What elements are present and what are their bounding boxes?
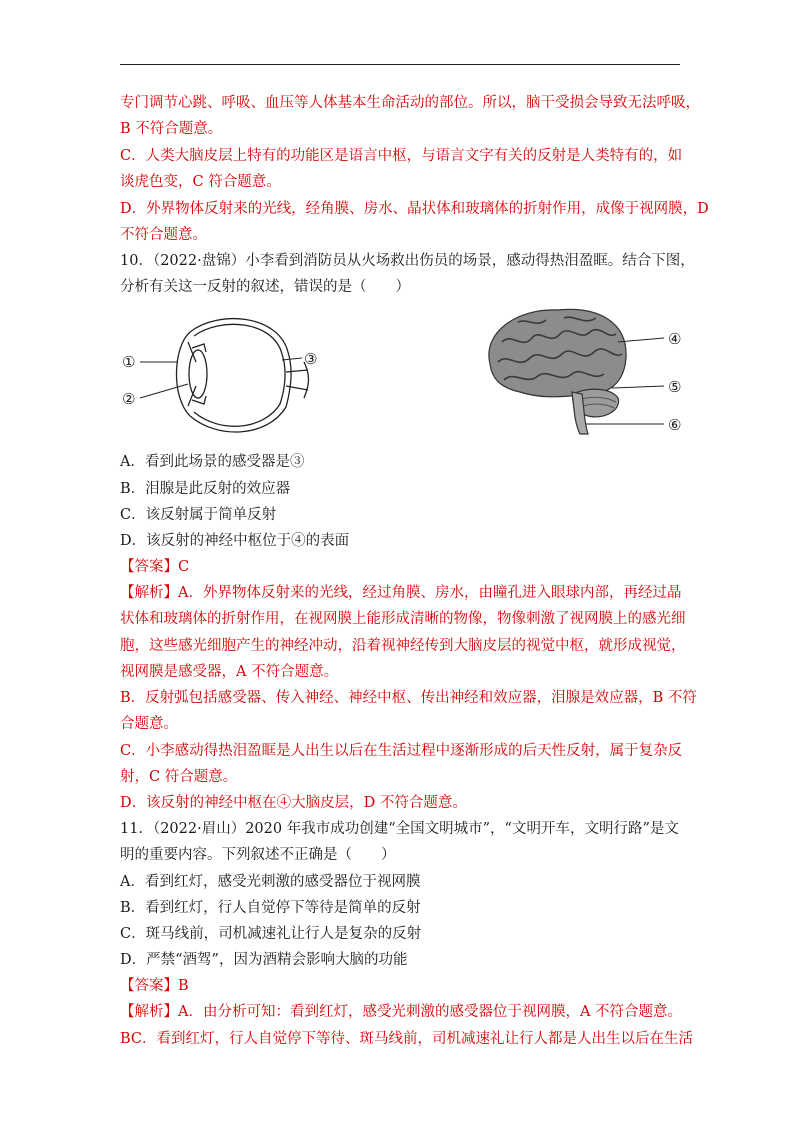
eye-label-2: ② [122,390,136,408]
text-line: 谈虎色变，C 符合题意。 [120,174,281,190]
option-a: A．看到此场景的感受器是③ [120,454,305,470]
option-d: D．该反射的神经中枢位于④的表面 [120,533,350,549]
eye-label-3: ③ [304,350,318,368]
question-10-stem: 10．（2022·盘锦）小李看到消防员从火场救出伤员的场景，感动得热泪盈眶。结合下图， [120,253,695,269]
analysis-line: 状体和玻璃体的折射作用，在视网膜上能形成清晰的物像，物像刺激了视网膜上的感光细 [120,611,686,627]
answer-label: 【答案】C [120,559,190,575]
text-line: D．外界物体反射来的光线，经角膜、房水、晶状体和玻璃体的折射作用，成像于视网膜，D [120,201,709,217]
analysis-line: 【解析】A．由分析可知：看到红灯，感受光刺激的感受器位于视网膜，A 不符合题意。 [120,1004,683,1020]
question-10-stem: 分析有关这一反射的叙述，错误的是（ ） [120,279,410,295]
analysis-line: D．该反射的神经中枢在④大脑皮层，D 不符合题意。 [120,795,467,811]
analysis-line: C．小李感动得热泪盈眶是人出生以后在生活过程中逐渐形成的后天性反射，属于复杂反 [120,743,683,759]
analysis-line: 视网膜是感受器，A 不符合题意。 [120,664,339,680]
option-c: C．斑马线前，司机减速礼让行人是复杂的反射 [120,926,422,942]
option-d: D．严禁“酒驾”，因为酒精会影响大脑的功能 [120,952,408,968]
eye-diagram [118,312,338,437]
option-c: C．该反射属于简单反射 [120,507,277,523]
brain-label-5: ⑤ [668,378,682,396]
analysis-line: 射，C 符合题意。 [120,769,238,785]
text-line: 专门调节心跳、呼吸、血压等人体基本生命活动的部位。所以，脑干受损会导致无法呼吸， [120,95,700,111]
brain-label-6: ⑥ [668,416,682,434]
question-11-stem: 明的重要内容。下列叙述不正确是（ ） [120,847,396,863]
analysis-line: B．反射弧包括感受器、传入神经、神经中枢、传出神经和效应器，泪腺是效应器，B 不符 [120,690,697,706]
option-a: A．看到红灯，感受光刺激的感受器位于视网膜 [120,874,421,890]
text-line: B 不符合题意。 [120,121,223,137]
brain-label-4: ④ [668,330,682,348]
answer-label: 【答案】B [120,978,189,994]
option-b: B．泪腺是此反射的效应器 [120,481,291,497]
brain-diagram [478,302,698,442]
text-line: 不符合题意。 [120,227,207,243]
question-11-stem: 11．（2022·眉山）2020 年我市成功创建“全国文明城市”，“文明开车，文明行路”是文 [120,821,679,837]
analysis-line: 合题意。 [120,716,178,732]
eye-label-1: ① [122,353,136,371]
header-rule [120,64,680,65]
option-b: B．看到红灯，行人自觉停下等待是简单的反射 [120,900,421,916]
analysis-line: 胞，这些感光细胞产生的神经冲动，沿着视神经传到大脑皮层的视觉中枢，就形成视觉， [120,638,686,654]
text-line: C．人类大脑皮层上特有的功能区是语言中枢，与语言文字有关的反射是人类特有的，如 [120,148,683,164]
analysis-line: 【解析】A．外界物体反射来的光线，经过角膜、房水，由瞳孔进入眼球内部，再经过晶 [120,585,682,601]
analysis-line: BC．看到红灯，行人自觉停下等待、斑马线前，司机减速礼让行人都是人出生以后在生活 [120,1031,694,1047]
